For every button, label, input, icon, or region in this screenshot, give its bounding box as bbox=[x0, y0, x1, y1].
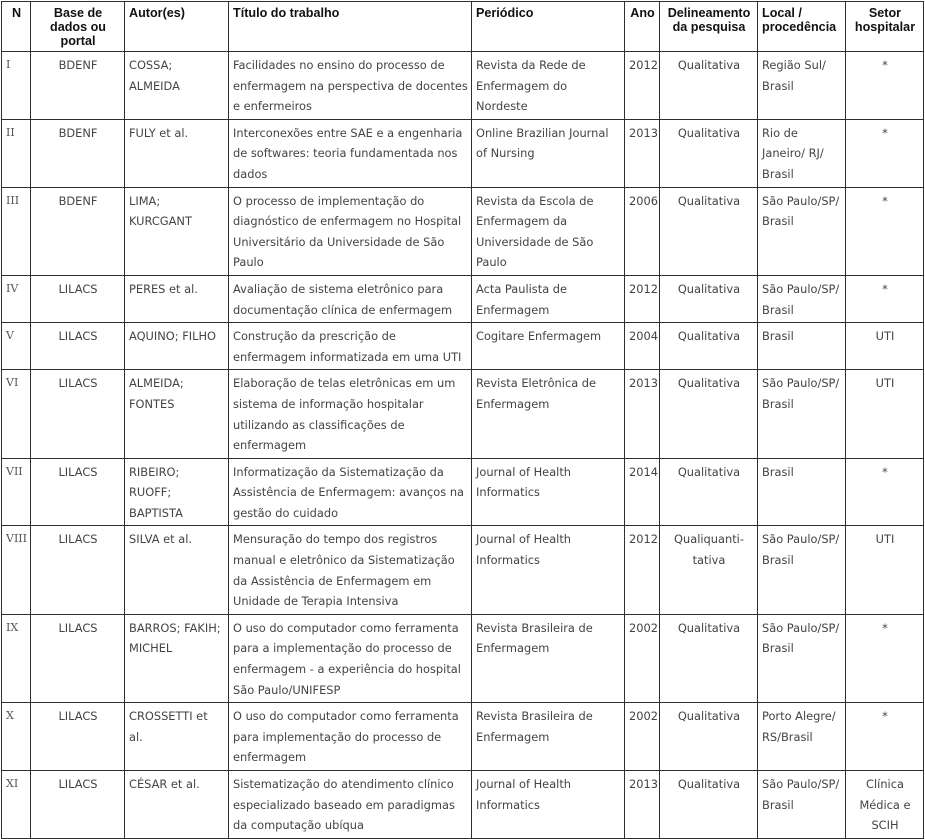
cell-autor: CÉSAR et al. bbox=[125, 771, 229, 839]
cell-delineamento: Qualitativa bbox=[660, 119, 758, 187]
cell-periodico: Cogitare Enfermagem bbox=[472, 323, 625, 370]
cell-periodico: Acta Paulista de Enfermagem bbox=[472, 275, 625, 322]
cell-setor: UTI bbox=[846, 526, 924, 614]
col-header-base: Base de dados ou portal bbox=[31, 2, 125, 52]
cell-delineamento: Qualitativa bbox=[660, 703, 758, 771]
cell-periodico: Journal of Health Informatics bbox=[472, 771, 625, 839]
cell-setor: * bbox=[846, 703, 924, 771]
table-row bbox=[2, 703, 924, 771]
cell-periodico: Revista Brasileira de Enfermagem bbox=[472, 614, 625, 702]
cell-titulo: O uso do computador como ferramenta para implementação do processo de enfermagem bbox=[229, 703, 472, 771]
col-header-periodico: Periódico bbox=[472, 2, 625, 52]
cell-titulo: Facilidades no ensino do processo de enfermagem na perspectiva de docentes e enfermeiros bbox=[229, 52, 472, 120]
cell-n: VI bbox=[2, 370, 31, 458]
cell-autor: AQUINO; FILHO bbox=[125, 323, 229, 370]
cell-local: São Paulo/SP/ Brasil bbox=[758, 614, 846, 702]
col-header-n: N bbox=[2, 2, 31, 52]
cell-n: IX bbox=[2, 614, 31, 702]
cell-local: São Paulo/SP/ Brasil bbox=[758, 275, 846, 322]
cell-setor: UTI bbox=[846, 323, 924, 370]
cell-n: VII bbox=[2, 458, 31, 526]
cell-delineamento: Qualitativa bbox=[660, 771, 758, 839]
cell-titulo: Informatização da Sistematização da Assistência de Enfermagem: avanços na gestão do cuidado bbox=[229, 458, 472, 526]
cell-ano: 2013 bbox=[625, 119, 660, 187]
cell-local: São Paulo/SP/ Brasil bbox=[758, 771, 846, 839]
cell-autor: SILVA et al. bbox=[125, 526, 229, 614]
table-row bbox=[2, 370, 924, 458]
cell-local: São Paulo/SP/ Brasil bbox=[758, 370, 846, 458]
cell-delineamento: Qualitativa bbox=[660, 614, 758, 702]
studies-table bbox=[1, 1, 924, 839]
col-header-titulo: Título do trabalho bbox=[229, 2, 472, 52]
cell-titulo: O processo de implementação do diagnóstico de enfermagem no Hospital Universitário da Universidade de São Paulo bbox=[229, 187, 472, 275]
col-header-setor: Setor hospitalar bbox=[846, 2, 924, 52]
cell-periodico: Revista Eletrônica de Enfermagem bbox=[472, 370, 625, 458]
col-header-autor: Autor(es) bbox=[125, 2, 229, 52]
cell-local: Rio de Janeiro/ RJ/ Brasil bbox=[758, 119, 846, 187]
cell-titulo: Sistematização do atendimento clínico especializado baseado em paradigmas da computação ubíqua bbox=[229, 771, 472, 839]
cell-n: XI bbox=[2, 771, 31, 839]
cell-setor: * bbox=[846, 187, 924, 275]
cell-local: Brasil bbox=[758, 458, 846, 526]
table-row bbox=[2, 52, 924, 120]
cell-base: LILACS bbox=[31, 275, 125, 322]
table-body bbox=[2, 52, 924, 839]
cell-titulo: Construção da prescrição de enfermagem informatizada em uma UTI bbox=[229, 323, 472, 370]
cell-local: Brasil bbox=[758, 323, 846, 370]
header-row bbox=[2, 2, 924, 52]
cell-delineamento: Qualitativa bbox=[660, 370, 758, 458]
cell-setor: * bbox=[846, 119, 924, 187]
cell-ano: 2012 bbox=[625, 526, 660, 614]
cell-n: I bbox=[2, 52, 31, 120]
cell-delineamento: Qualitativa bbox=[660, 187, 758, 275]
cell-periodico: Revista Brasileira de Enfermagem bbox=[472, 703, 625, 771]
cell-local: Porto Alegre/ RS/Brasil bbox=[758, 703, 846, 771]
cell-titulo: O uso do computador como ferramenta para a implementação do processo de enfermagem - a experiência do hospital São Paulo/UNIFESP bbox=[229, 614, 472, 702]
cell-periodico: Journal of Health Informatics bbox=[472, 458, 625, 526]
cell-periodico: Journal of Health Informatics bbox=[472, 526, 625, 614]
cell-autor: BARROS; FAKIH; MICHEL bbox=[125, 614, 229, 702]
cell-base: LILACS bbox=[31, 771, 125, 839]
cell-ano: 2012 bbox=[625, 52, 660, 120]
cell-periodico: Revista da Rede de Enfermagem do Nordeste bbox=[472, 52, 625, 120]
cell-setor: * bbox=[846, 458, 924, 526]
cell-titulo: Interconexões entre SAE e a engenharia de softwares: teoria fundamentada nos dados bbox=[229, 119, 472, 187]
cell-autor: FULY et al. bbox=[125, 119, 229, 187]
cell-n: III bbox=[2, 187, 31, 275]
cell-titulo: Mensuração do tempo dos registros manual e eletrônico da Sistematização da Assistência de Enfermagem em Unidade de Terapia Intensiva bbox=[229, 526, 472, 614]
cell-autor: ALMEIDA; FONTES bbox=[125, 370, 229, 458]
table-row bbox=[2, 614, 924, 702]
cell-periodico: Online Brazilian Journal of Nursing bbox=[472, 119, 625, 187]
cell-delineamento: Qualiquanti-tativa bbox=[660, 526, 758, 614]
cell-periodico: Revista da Escola de Enfermagem da Universidade de São Paulo bbox=[472, 187, 625, 275]
col-header-local: Local / procedência bbox=[758, 2, 846, 52]
cell-base: LILACS bbox=[31, 703, 125, 771]
cell-local: Região Sul/ Brasil bbox=[758, 52, 846, 120]
table-row bbox=[2, 323, 924, 370]
cell-autor: LIMA; KURCGANT bbox=[125, 187, 229, 275]
cell-base: LILACS bbox=[31, 323, 125, 370]
cell-n: X bbox=[2, 703, 31, 771]
cell-base: LILACS bbox=[31, 526, 125, 614]
cell-setor: * bbox=[846, 275, 924, 322]
cell-autor: CROSSETTI et al. bbox=[125, 703, 229, 771]
cell-base: BDENF bbox=[31, 187, 125, 275]
cell-ano: 2014 bbox=[625, 458, 660, 526]
cell-delineamento: Qualitativa bbox=[660, 323, 758, 370]
table-row bbox=[2, 458, 924, 526]
cell-setor: * bbox=[846, 614, 924, 702]
cell-base: LILACS bbox=[31, 458, 125, 526]
cell-ano: 2013 bbox=[625, 370, 660, 458]
cell-base: BDENF bbox=[31, 52, 125, 120]
cell-ano: 2002 bbox=[625, 703, 660, 771]
table-row bbox=[2, 119, 924, 187]
table-row bbox=[2, 526, 924, 614]
cell-base: LILACS bbox=[31, 614, 125, 702]
cell-local: São Paulo/SP/ Brasil bbox=[758, 526, 846, 614]
col-header-ano: Ano bbox=[625, 2, 660, 52]
cell-n: IV bbox=[2, 275, 31, 322]
cell-n: V bbox=[2, 323, 31, 370]
cell-ano: 2013 bbox=[625, 771, 660, 839]
cell-setor: Clínica Médica e SCIH bbox=[846, 771, 924, 839]
table-row bbox=[2, 275, 924, 322]
cell-ano: 2006 bbox=[625, 187, 660, 275]
cell-setor: * bbox=[846, 52, 924, 120]
cell-base: LILACS bbox=[31, 370, 125, 458]
table-row bbox=[2, 771, 924, 839]
cell-delineamento: Qualitativa bbox=[660, 275, 758, 322]
cell-titulo: Avaliação de sistema eletrônico para documentação clínica de enfermagem bbox=[229, 275, 472, 322]
cell-n: VIII bbox=[2, 526, 31, 614]
cell-titulo: Elaboração de telas eletrônicas em um sistema de informação hospitalar utilizando as classificações de enfermagem bbox=[229, 370, 472, 458]
col-header-delineamento: Delineamento da pesquisa bbox=[660, 2, 758, 52]
cell-ano: 2002 bbox=[625, 614, 660, 702]
cell-autor: PERES et al. bbox=[125, 275, 229, 322]
table-row bbox=[2, 187, 924, 275]
cell-autor: COSSA; ALMEIDA bbox=[125, 52, 229, 120]
cell-delineamento: Qualitativa bbox=[660, 52, 758, 120]
cell-local: São Paulo/SP/ Brasil bbox=[758, 187, 846, 275]
cell-setor: UTI bbox=[846, 370, 924, 458]
cell-ano: 2004 bbox=[625, 323, 660, 370]
cell-ano: 2012 bbox=[625, 275, 660, 322]
cell-autor: RIBEIRO; RUOFF; BAPTISTA bbox=[125, 458, 229, 526]
cell-delineamento: Qualitativa bbox=[660, 458, 758, 526]
cell-base: BDENF bbox=[31, 119, 125, 187]
cell-n: II bbox=[2, 119, 31, 187]
